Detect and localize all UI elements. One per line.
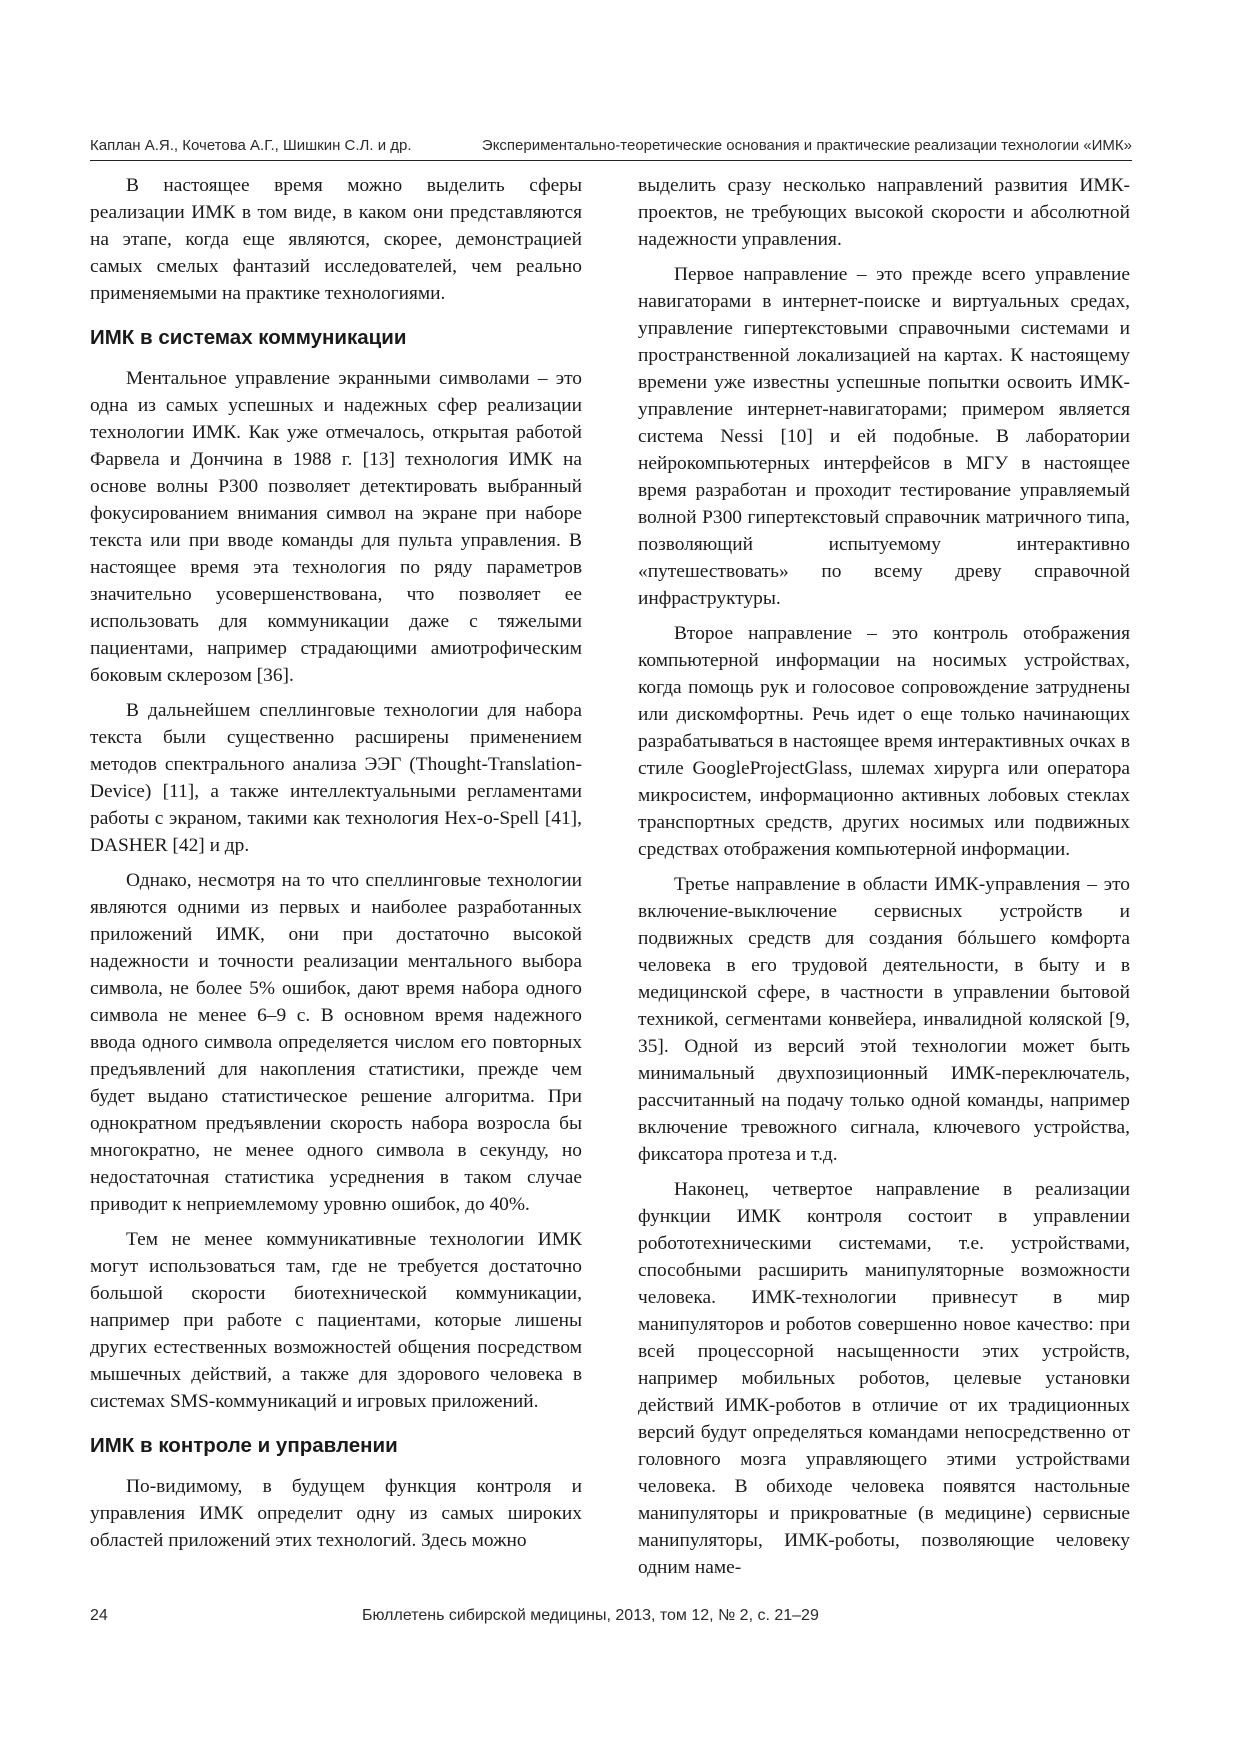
paragraph-third-direction: Третье направление в области ИМК-управления – это включение-выключение сервисных устройств и подвижных средств для создания бóльшего комфорта человека в его трудовой деятельности, в быту и в медицинской сфере, в частности в управлении бытовой техникой, сегментами конвейера, инвалидной коляской [9, 35]. Одной из версий этой технологии может быть минимальный двухпозиционный ИМК-переключатель, рассчитанный на подачу только одной команды, например включение тревожного сигнала, ключевого устройства, фиксатора протеза и т.д.: [638, 874, 1130, 1165]
section-heading-communication: ИМК в системах коммуникации: [90, 326, 407, 349]
paragraph-communication-2: В дальнейшем спеллинговые технологии для набора текста были существенно расширены применением методов спектрального анализа ЭЭГ (Thought-Translation-Device) [11], а также интеллектуальными регламентами работы с экраном, такими как технология Hex-o-Spell [41], DASHER [42] и др.: [90, 700, 582, 856]
paragraph-communication-4: Тем не менее коммуникативные технологии ИМК могут использоваться там, где не требуется достаточно большой скорости биотехнической коммуникации, например при работе с пациентами, которые лишены других естественных возможностей общения посредством мышечных действий, а также для здорового человека в системах SMS-коммуникаций и игровых приложений.: [90, 1229, 582, 1412]
left-column: [90, 172, 582, 1562]
paragraph-communication-3: Однако, несмотря на то что спеллинговые технологии являются одними из первых и наиболее разработанных приложений ИМК, они при достаточно высокой надежности и точности реализации ментального выбора символа, не более 5% ошибок, дают время набора одного символа не менее 6–9 с. В основном время надежного ввода одного символа определяется числом его повторных предъявлений для накопления статистики, прежде чем будет выдано статистическое решение алгоритма. При однократном предъявлении скорость набора возросла бы многократно, не менее одного символа в секунду, но недостаточная статистика усреднения в таком случае приводит к неприемлемому уровню ошибок, до 40%.: [90, 870, 582, 1215]
paragraph-control-1: По-видимому, в будущем функция контроля и управления ИМК определит одну из самых широких областей приложений этих технологий. Здесь можно: [90, 1476, 582, 1551]
paragraph-continuation: выделить сразу несколько направлений развития ИМК-проектов, не требующих высокой скорости и абсолютной надежности управления.: [638, 175, 1130, 250]
header-article-title: Экспериментально-теоретические основания и практические реализации технологии «ИМК»: [481, 137, 1132, 154]
paragraph-fourth-direction: Наконец, четвертое направление в реализации функции ИМК контроля состоит в управлении робототехническими системами, т.е. устройствами, способными расширить манипуляторные возможности человека. ИМК-технологии привнесут в мир манипуляторов и роботов совершенно новое качество: при всей процессорной насыщенности этих устройств, например мобильных роботов, целевые установки действий ИМК-роботов в отличие от их традиционных версий будут определяться командами непосредственно от головного мозга управляющего этими устройствами человека. В обиходе человека появятся настольные манипуляторы и прикроватные (в медицине) сервисные манипуляторы, ИМК-роботы, позволяющие человеку одним наме-: [638, 1179, 1130, 1578]
header-divider: [90, 160, 1132, 161]
paragraph-intro: В настоящее время можно выделить сферы реализации ИМК в том виде, в каком они представляются на этапе, когда еще являются, скорее, демонстрацией самых смелых фантазий исследователей, чем реально применяемыми на практике технологиями.: [90, 175, 582, 304]
paragraph-first-direction: Первое направление – это прежде всего управление навигаторами в интернет-поиске и виртуальных средах, управление гипертекстовыми справочными системами и пространственной локализацией на картах. К настоящему времени уже известны успешные попытки освоить ИМК-управление интернет-навигаторами; примером является система Nessi [10] и ей подобные. В лаборатории нейрокомпьютерных интерфейсов в МГУ в настоящее время разработан и проходит тестирование управляемый волной Р300 гипертекстовый справочник матричного типа, позволяющий испытуемому интерактивно «путешествовать» по всему древу справочной инфраструктуры.: [638, 264, 1130, 609]
running-header: [90, 137, 1132, 154]
page-number: 24: [90, 1607, 108, 1624]
paragraph-second-direction: Второе направление – это контроль отображения компьютерной информации на носимых устройствах, когда помощь рук и голосовое сопровождение затруднены или дискомфортны. Речь идет о еще только начинающих разрабатываться в настоящее время интерактивных очках в стиле GoogleProjectGlass, шлемах хирурга или оператора микросистем, информационно активных лобовых стеклах транспортных средств, других носимых или подвижных средствах отображения компьютерной информации.: [638, 623, 1130, 860]
right-column: [638, 172, 1130, 1589]
section-heading-control: ИМК в контроле и управлении: [90, 1434, 398, 1457]
journal-citation: Бюллетень сибирской медицины, 2013, том 12, № 2, с. 21–29: [362, 1607, 819, 1624]
paragraph-communication-1: Ментальное управление экранными символами – это одна из самых успешных и надежных сфер реализации технологии ИМК. Как уже отмечалось, открытая работой Фарвела и Дончина в 1988 г. [13] технология ИМК на основе волны Р300 позволяет детектировать выбранный фокусированием внимания символ на экране при наборе текста или при вводе команды для пульта управления. В настоящее время эта технология по ряду параметров значительно усовершенствована, что позволяет ее использовать для коммуникации даже с тяжелыми пациентами, например страдающими амиотрофическим боковым склерозом [36].: [90, 368, 582, 686]
header-authors: Каплан А.Я., Кочетова А.Г., Шишкин С.Л. и др.: [90, 137, 412, 154]
